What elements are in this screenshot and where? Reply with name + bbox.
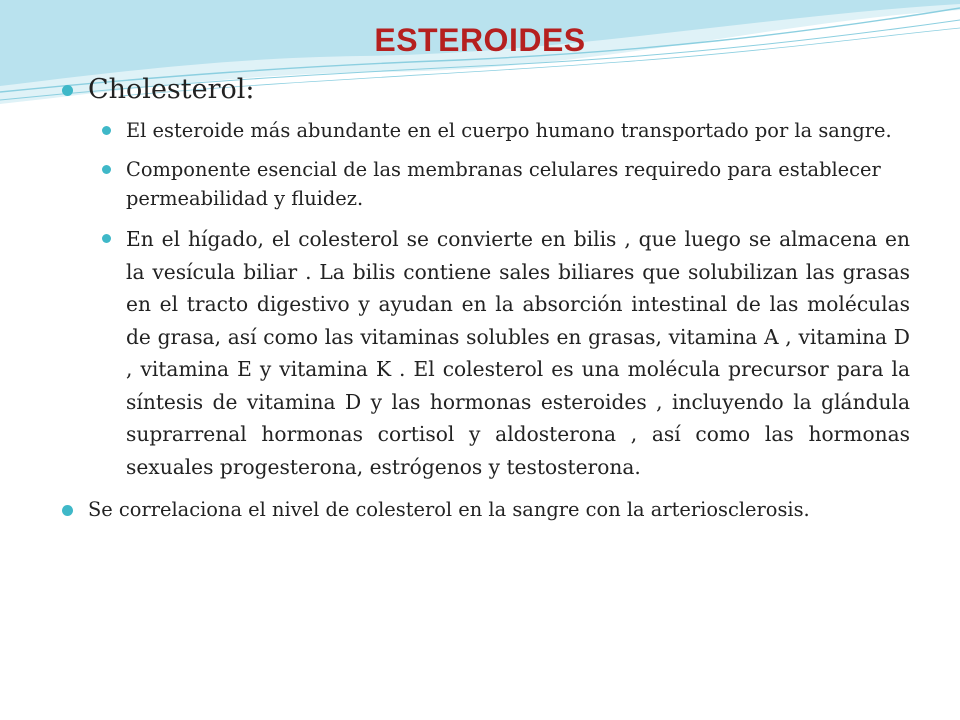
arteriosclerosis-bullet: Se correlaciona el nivel de colesterol en la sangre con la arteriosclerosis.	[62, 495, 910, 524]
slide-content	[62, 74, 910, 524]
heading-bullet: Cholesterol:	[62, 74, 910, 106]
sub-bullet-membranes: Componente esencial de las membranas celulares requiredo para establecer permeabilidad y fluidez.	[102, 155, 910, 213]
sub-bullet-abundant: El esteroide más abundante en el cuerpo humano transportado por la sangre.	[102, 116, 910, 145]
sub-bullet-liver: En el hígado, el colesterol se convierte en bilis , que luego se almacena en la vesícula biliar . La bilis contiene sales biliares que solubilizan las grasas en el tracto digestivo y ayudan en la absorción intestinal de las moléculas de grasa, así como las vitaminas solubles en grasas, vitamina A , vitamina D , vitamina E y vitamina K . El colesterol es una molécula precursor para la síntesis de vitamina D y las hormonas esteroides , incluyendo la glándula suprarrenal hormonas cortisol y aldosterona , así como las hormonas sexuales progesterona, estrógenos y testosterona.	[102, 223, 910, 483]
slide-title: ESTEROIDES	[374, 22, 586, 58]
sub-bullet-list	[62, 116, 910, 483]
